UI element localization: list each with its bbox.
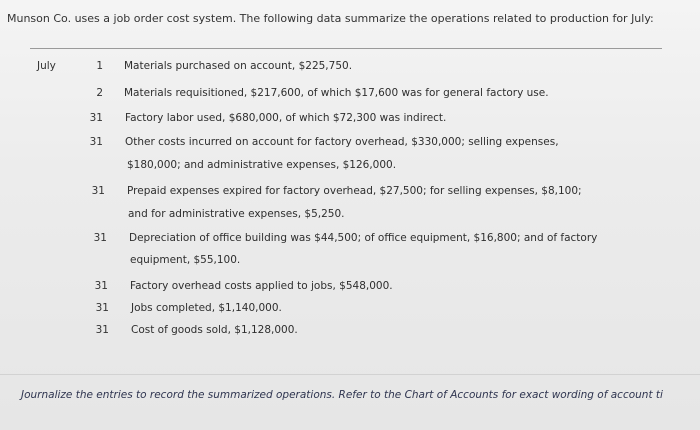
month-label: July: [37, 60, 56, 72]
instruction-text: Journalize the entries to record the summarized operations. Refer to the Chart of Accounts for exact wording of account ti: [21, 389, 663, 401]
entry-day: 31: [95, 302, 109, 314]
entry-text: Jobs completed, $1,140,000.: [131, 302, 282, 314]
entry-text: Factory overhead costs applied to jobs, $548,000.: [130, 280, 393, 292]
entry-text: Materials purchased on account, $225,750.: [124, 60, 353, 72]
entry-day: 1: [96, 60, 103, 72]
entry-text: and for administrative expenses, $5,250.: [128, 208, 345, 220]
entry-day: 31: [91, 185, 105, 197]
entry-day: 31: [95, 324, 109, 336]
entry-day: 31: [93, 232, 107, 244]
problem-intro: Munson Co. uses a job order cost system. The following data summarize the operations related to production for July:: [7, 12, 654, 25]
entry-day: 31: [89, 112, 103, 124]
entry-text: Prepaid expenses expired for factory overhead, $27,500; for selling expenses, $8,100;: [127, 185, 582, 197]
section-divider: [0, 374, 700, 375]
entry-day: 2: [96, 87, 103, 99]
entry-text: equipment, $55,100.: [130, 254, 241, 266]
header-rule: [30, 48, 662, 49]
entry-day: 31: [89, 136, 103, 148]
entry-text: Cost of goods sold, $1,128,000.: [131, 324, 298, 336]
entry-text: Materials requisitioned, $217,600, of which $17,600 was for general factory use.: [124, 87, 549, 99]
entry-text: $180,000; and administrative expenses, $126,000.: [127, 159, 397, 171]
entry-text: Depreciation of office building was $44,500; of office equipment, $16,800; and of factory: [129, 232, 598, 244]
entry-text: Other costs incurred on account for factory overhead, $330,000; selling expenses,: [125, 136, 559, 148]
entry-day: 31: [94, 280, 108, 292]
entry-text: Factory labor used, $680,000, of which $72,300 was indirect.: [125, 112, 447, 124]
